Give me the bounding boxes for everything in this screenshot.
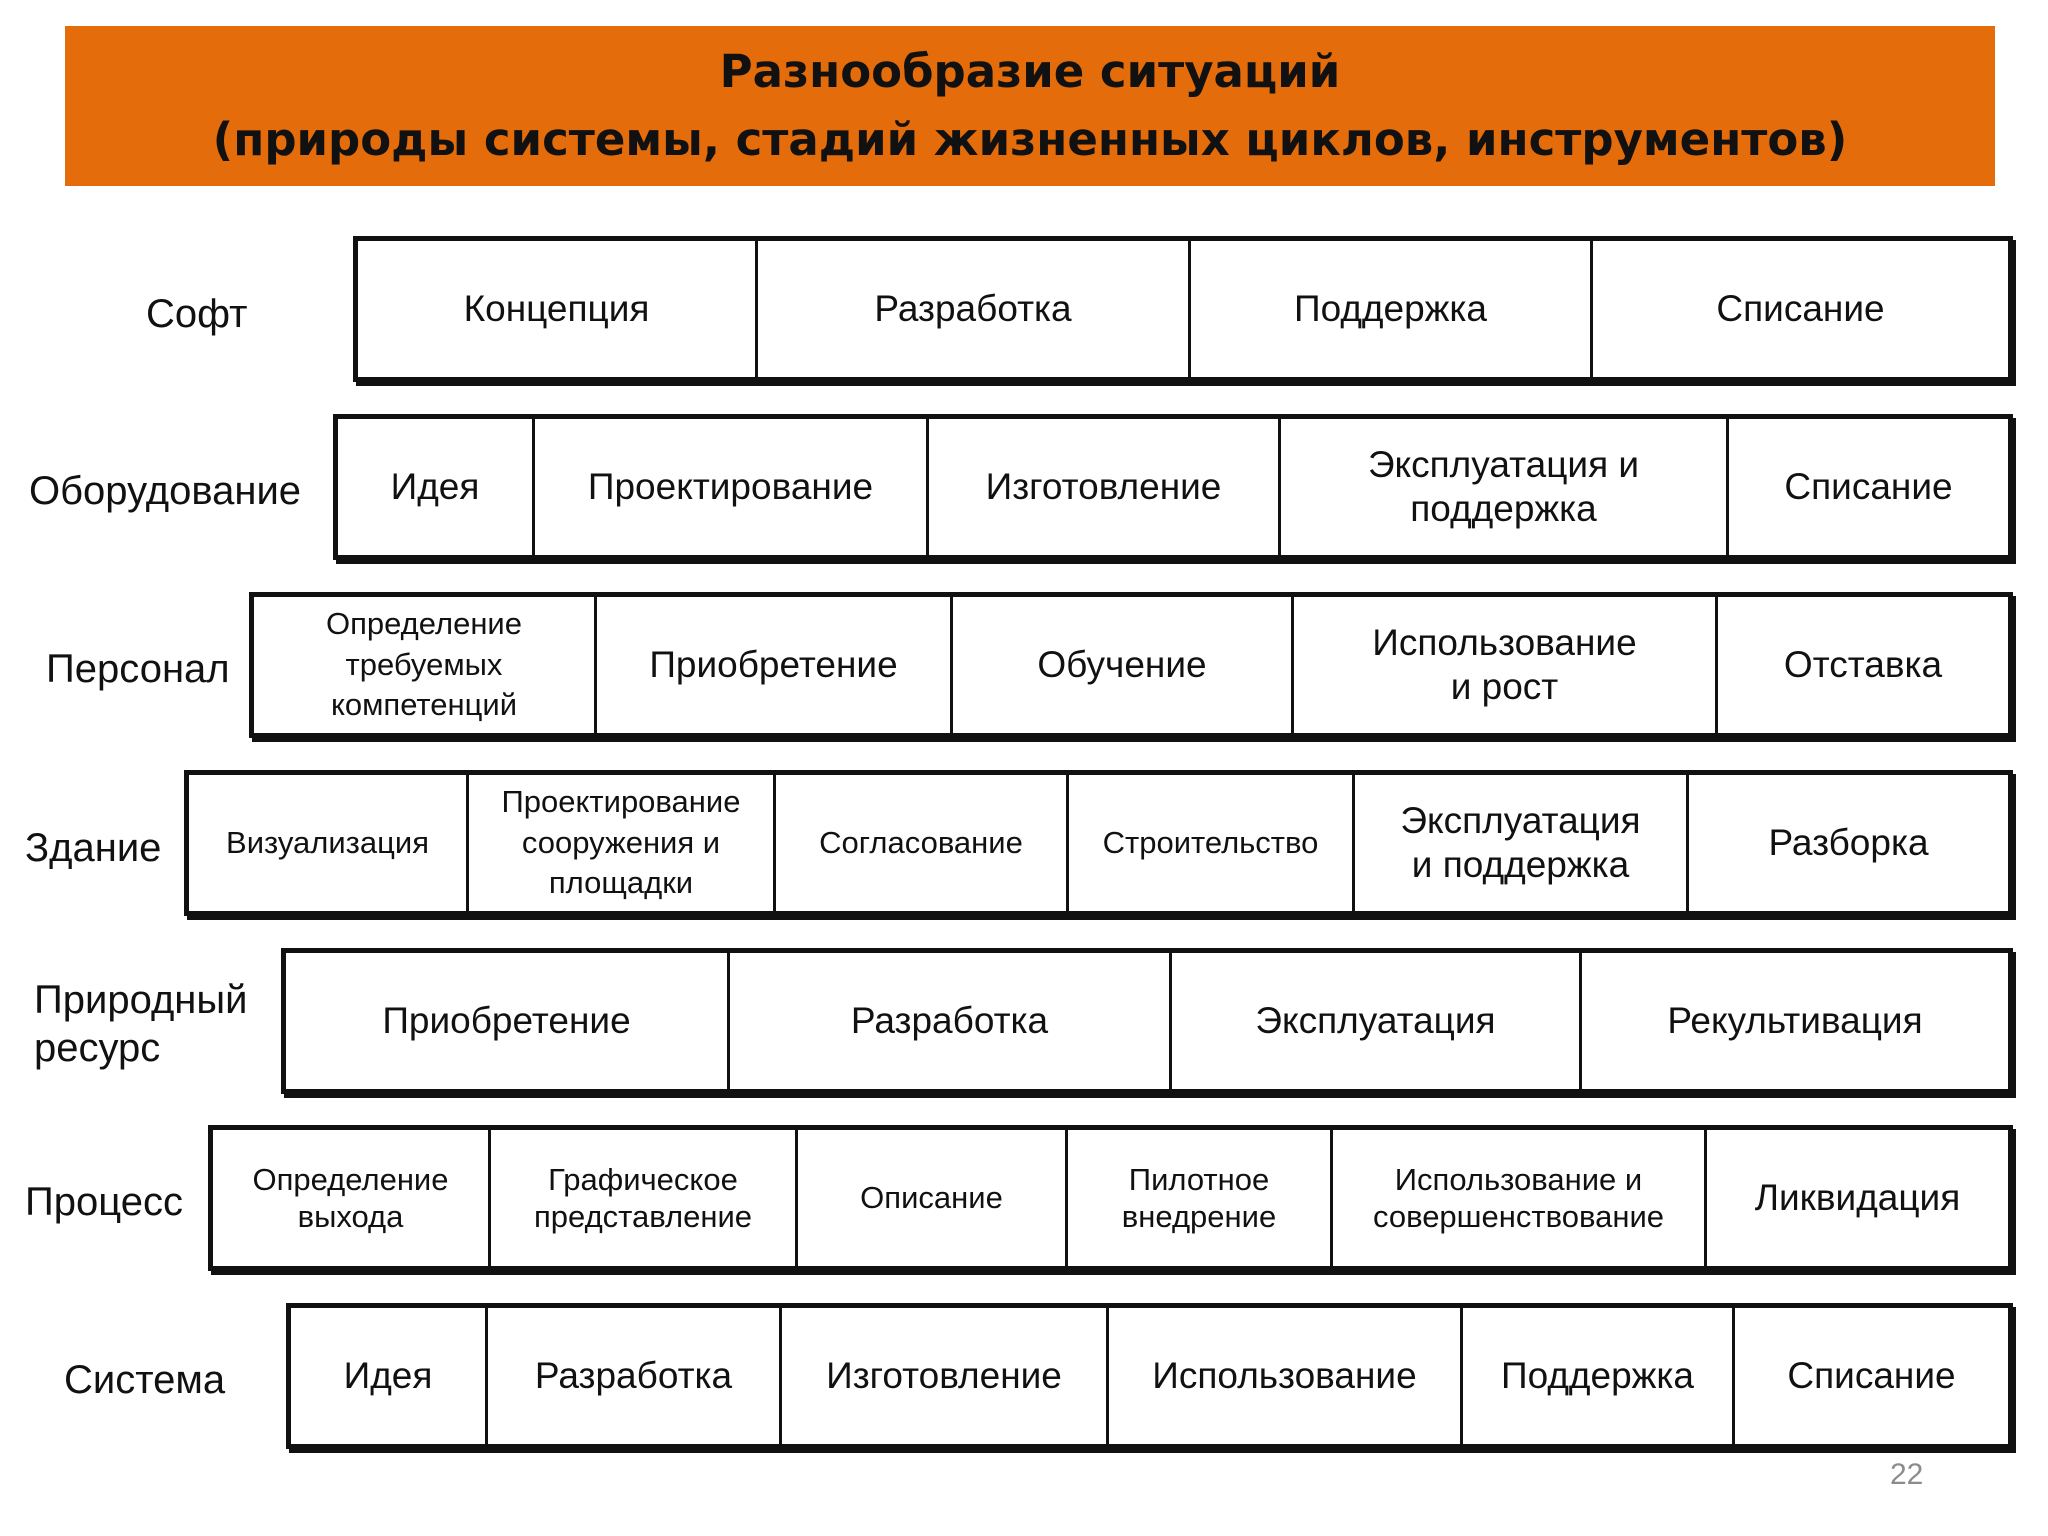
stage-cell: Идея xyxy=(291,1308,488,1444)
stage-cell: Рекультивация xyxy=(1667,999,1923,1041)
stage-cell: Разборка xyxy=(1768,821,1929,863)
stage-cell: Поддержка xyxy=(1191,241,1593,377)
stage-cell: Графическое представление xyxy=(491,1130,798,1266)
title-line-1: Разнообразие ситуаций xyxy=(719,45,1341,98)
stage-cell: Списание xyxy=(1784,465,1953,507)
stage-cell: Использование и рост xyxy=(1294,597,1718,733)
row-label-natural-resource: Природный ресурс xyxy=(34,978,248,1070)
stage-cell: Идея xyxy=(338,419,535,555)
stage-cell: Списание xyxy=(1716,287,1885,329)
lifecycle-bar-building xyxy=(184,770,2013,916)
lifecycle-bar-process xyxy=(208,1125,2013,1271)
lifecycle-bar-personnel xyxy=(249,592,2013,738)
row-label-personnel: Персонал xyxy=(46,647,230,691)
stage-cell: Разработка xyxy=(730,953,1172,1089)
stage-cell: Ликвидация xyxy=(1754,1176,1961,1218)
lifecycle-bar-soft xyxy=(353,236,2013,382)
lifecycle-bar-system xyxy=(286,1303,2013,1449)
stage-cell: Изготовление xyxy=(929,419,1281,555)
stage-cell: Концепция xyxy=(358,241,758,377)
lifecycle-bar-natural-resource xyxy=(281,948,2013,1094)
row-label-equipment: Оборудование xyxy=(29,469,302,513)
page-number: 22 xyxy=(1890,1458,1924,1491)
row-label-system: Система xyxy=(64,1358,226,1402)
stage-cell: Определение выхода xyxy=(213,1130,491,1266)
stage-cell: Отставка xyxy=(1783,643,1943,685)
stage-cell: Эксплуатация xyxy=(1172,953,1582,1089)
stage-cell: Проектирование xyxy=(535,419,929,555)
stage-cell: Согласование xyxy=(776,775,1069,911)
stage-cell: Использование xyxy=(1109,1308,1463,1444)
row-label-soft: Софт xyxy=(146,292,248,336)
row-label-process: Процесс xyxy=(25,1180,183,1224)
stage-cell: Списание xyxy=(1787,1354,1956,1396)
stage-cell: Визуализация xyxy=(189,775,469,911)
stage-cell: Определение требуемых компетенций xyxy=(254,597,597,733)
title-banner xyxy=(65,26,1995,186)
stage-cell: Разработка xyxy=(488,1308,782,1444)
stage-cell: Проектирование сооружения и площадки xyxy=(469,775,776,911)
stage-cell: Описание xyxy=(798,1130,1068,1266)
stage-cell: Пилотное внедрение xyxy=(1068,1130,1333,1266)
stage-cell: Приобретение xyxy=(597,597,953,733)
stage-cell: Эксплуатация и поддержка xyxy=(1281,419,1729,555)
stage-cell: Поддержка xyxy=(1463,1308,1735,1444)
title-line-2: (природы системы, стадий жизненных циклов, инструментов) xyxy=(212,113,1848,166)
row-label-building: Здание xyxy=(25,826,162,870)
lifecycle-bar-equipment xyxy=(333,414,2013,560)
stage-cell: Строительство xyxy=(1069,775,1355,911)
stage-cell: Использование и совершенствование xyxy=(1333,1130,1707,1266)
stage-cell: Изготовление xyxy=(782,1308,1109,1444)
stage-cell: Обучение xyxy=(953,597,1294,733)
stage-cell: Приобретение xyxy=(286,953,730,1089)
stage-cell: Разработка xyxy=(758,241,1191,377)
stage-cell: Эксплуатация и поддержка xyxy=(1355,775,1689,911)
